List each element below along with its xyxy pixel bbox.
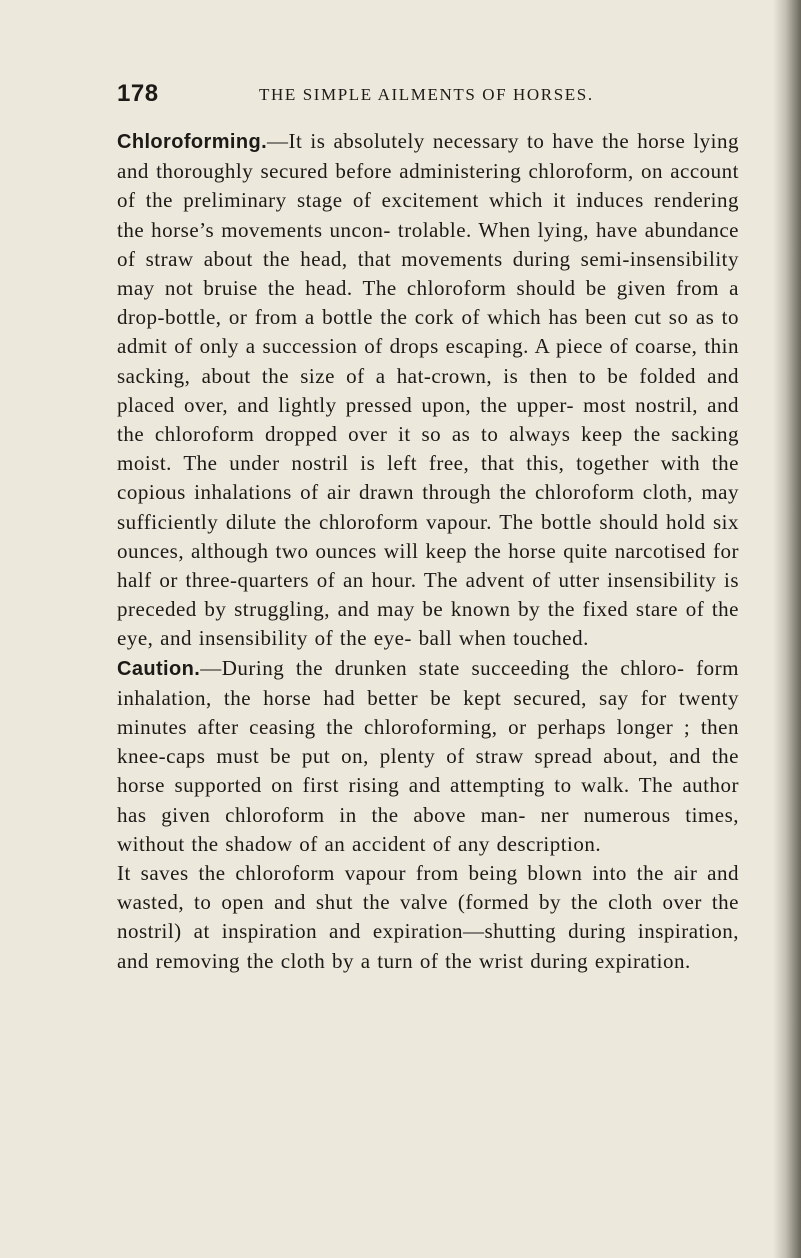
page-number: 178 bbox=[117, 80, 159, 107]
paragraph-valve bbox=[117, 859, 739, 976]
paragraph-chloroforming-text: —It is absolutely necessary to have the horse lying and thoroughly secured before administering chloroform, on account of the preliminary stage of excitement which it induces rendering the horse’s movements uncon- trolable. When lying, have abundance of straw about the head, that movements during semi-insensibility may not bruise the head. The chloroform should be given from a drop-bottle, or from a bottle the cork of which has been cut so as to admit of only a succession of drops escaping. A piece of coarse, thin sacking, about the size of a hat-crown, is then to be folded and placed over, and lightly pressed upon, the upper- most nostril, and the chloroform dropped over it so as to always keep the sacking moist. The under nostril is left free, that this, together with the copious inhalations of air drawn through the chloroform cloth, may sufficiently dilute the chloroform vapour. The bottle should hold six ounces, although two ounces will keep the horse quite narcotised for half or three-quarters of an hour. The advent of utter insensibility is preceded by struggling, and may be known by the fixed stare of the eye, and insensibility of the eye- ball when touched. bbox=[117, 129, 739, 651]
paragraph-valve-text: It saves the chloroform vapour from being blown into the air and wasted, to open and shut the valve (formed by the cloth over the nostril) at inspiration and expiration—shutting during inspiration, and removing the cloth by a turn of the wrist during expiration. bbox=[117, 861, 739, 973]
paragraph-chloroforming bbox=[117, 127, 739, 654]
running-title: THE SIMPLE AILMENTS OF HORSES. bbox=[259, 85, 594, 104]
body-text bbox=[117, 127, 739, 976]
page-binding-edge bbox=[773, 0, 801, 1258]
running-head bbox=[117, 79, 737, 109]
paragraph-caution-text: —During the drunken state succeeding the chloro- form inhalation, the horse had better be kept secured, say for twenty minutes after ceasing the chloroforming, or perhaps longer ; then knee-caps must be put on, plenty of straw spread about, and the horse supported on first rising and attempting to walk. The author has given chloroform in the above man- ner numerous times, without the shadow of an accident of any description. bbox=[117, 655, 739, 856]
section-heading-chloroforming: Chloroforming. bbox=[117, 131, 268, 153]
paragraph-caution bbox=[117, 654, 739, 859]
section-heading-caution: Caution. bbox=[117, 657, 201, 680]
